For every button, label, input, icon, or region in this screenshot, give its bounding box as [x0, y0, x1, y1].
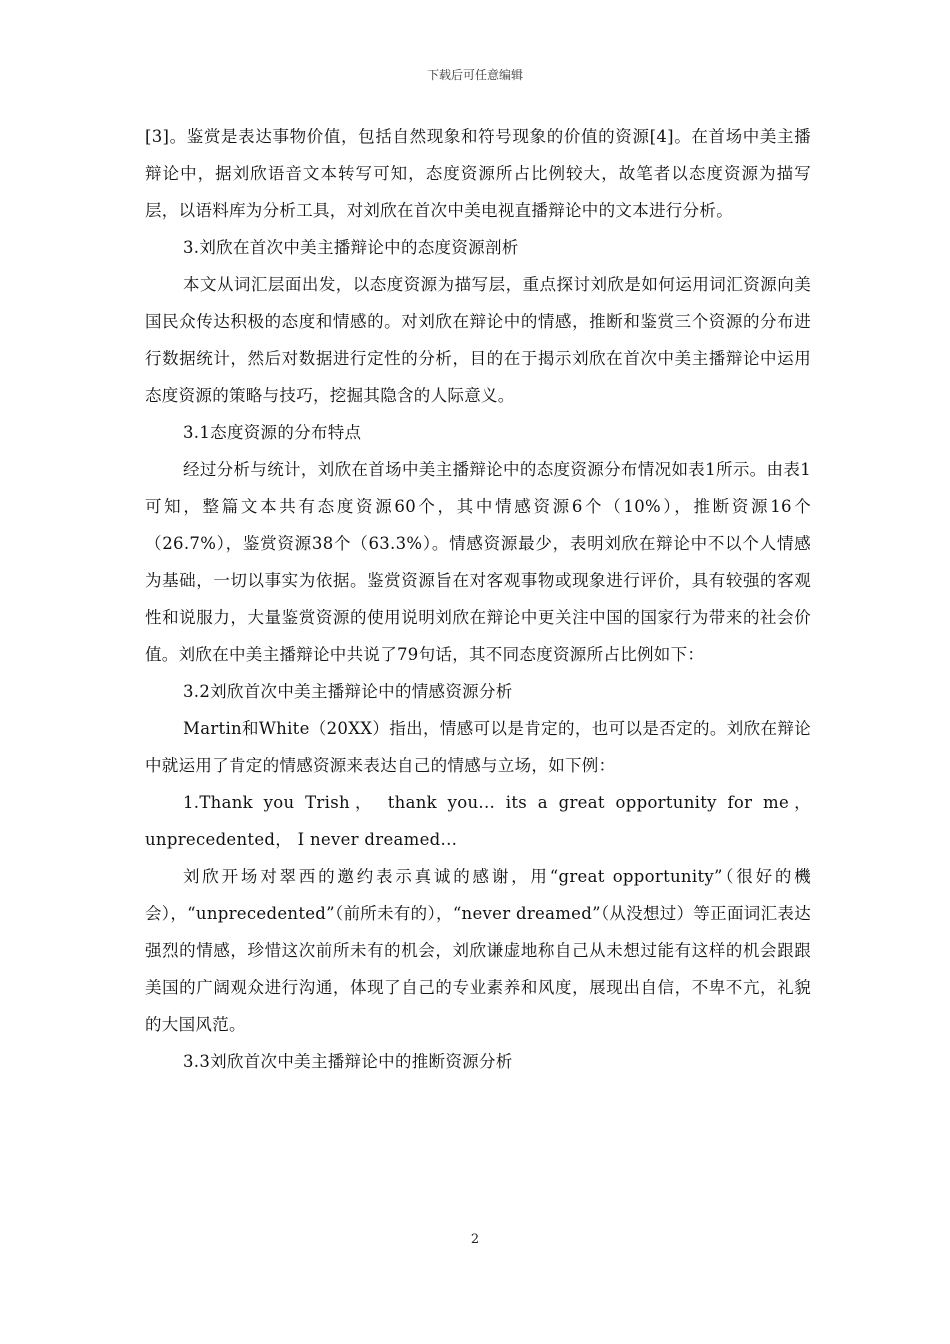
page-number: 2: [470, 1232, 480, 1247]
paragraph-analysis: 刘欣开场对翠西的邀约表示真诚的感谢，用“great opportunity”（很好的機会），“unprecedented”（前所未有的），“never dreamed”（从没想过）等正面词汇表达强烈的情感，珍惜这次前所未有的机会，刘欣谦虚地称自己从未想过能有这样的机会跟跟美国的广阔观众进行沟通，体现了自己的专业素养和风度，展现出自信，不卑不亢，礼貌的大国风范。: [145, 867, 811, 1034]
section-heading-3-3: 3.3刘欣首次中美主播辩论中的推断资源分析: [183, 1052, 513, 1071]
section-heading-3: 3.刘欣在首次中美主播辩论中的态度资源剖析: [183, 238, 519, 257]
paragraph-intro: 本文从词汇层面出发，以态度资源为描写层，重点探讨刘欣是如何运用词汇资源向美国民众传达积极的态度和情感的。对刘欣在辩论中的情感，推断和鉴赏三个资源的分布进行数据统计，然后对数据进行定性的分析，目的在于揭示刘欣在首次中美主播辩论中运用态度资源的策略与技巧，挖掘其隐含的人际意义。: [145, 275, 811, 405]
section-heading-3-2: 3.2刘欣首次中美主播辩论中的情感资源分析: [183, 682, 513, 701]
paragraph-affect: Martin和White（20XX）指出，情感可以是肯定的，也可以是否定的。刘欣在辩论中就运用了肯定的情感资源来表达自己的情感与立场，如下例：: [145, 719, 811, 775]
paragraph-continuation: [3]。鉴赏是表达事物价值，包括自然现象和符号现象的价值的资源[4]。在首场中美主播辩论中，据刘欣语音文本转写可知，态度资源所占比例较大，故笔者以态度资源为描写层，以语料库为分析工具，对刘欣在首次中美电视直播辩论中的文本进行分析。: [145, 127, 811, 220]
paragraph-distribution: 经过分析与统计，刘欣在首场中美主播辩论中的态度资源分布情况如表1所示。由表1可知，整篇文本共有态度资源60个，其中情感资源6个（10%），推断资源16个（26.7%），鉴赏资源38个（63.3%）。情感资源最少，表明刘欣在辩论中不以个人情感为基础，一切以事实为依据。鉴赏资源旨在对客观事物或现象进行评价，具有较强的客观性和说服力，大量鉴赏资源的使用说明刘欣在辩论中更关注中国的国家行为带来的社会价值。刘欣在中美主播辩论中共说了79句话，其不同态度资源所占比例如下：: [145, 460, 811, 664]
document-body: [145, 118, 811, 1080]
page-header: 下载后可任意编辑: [426, 68, 523, 82]
example-quote: 1.Thank you Trish， thank you... its a great opportunity for me，unprecedented， I never dreamed...: [145, 793, 811, 849]
section-heading-3-1: 3.1态度资源的分布特点: [183, 423, 362, 442]
